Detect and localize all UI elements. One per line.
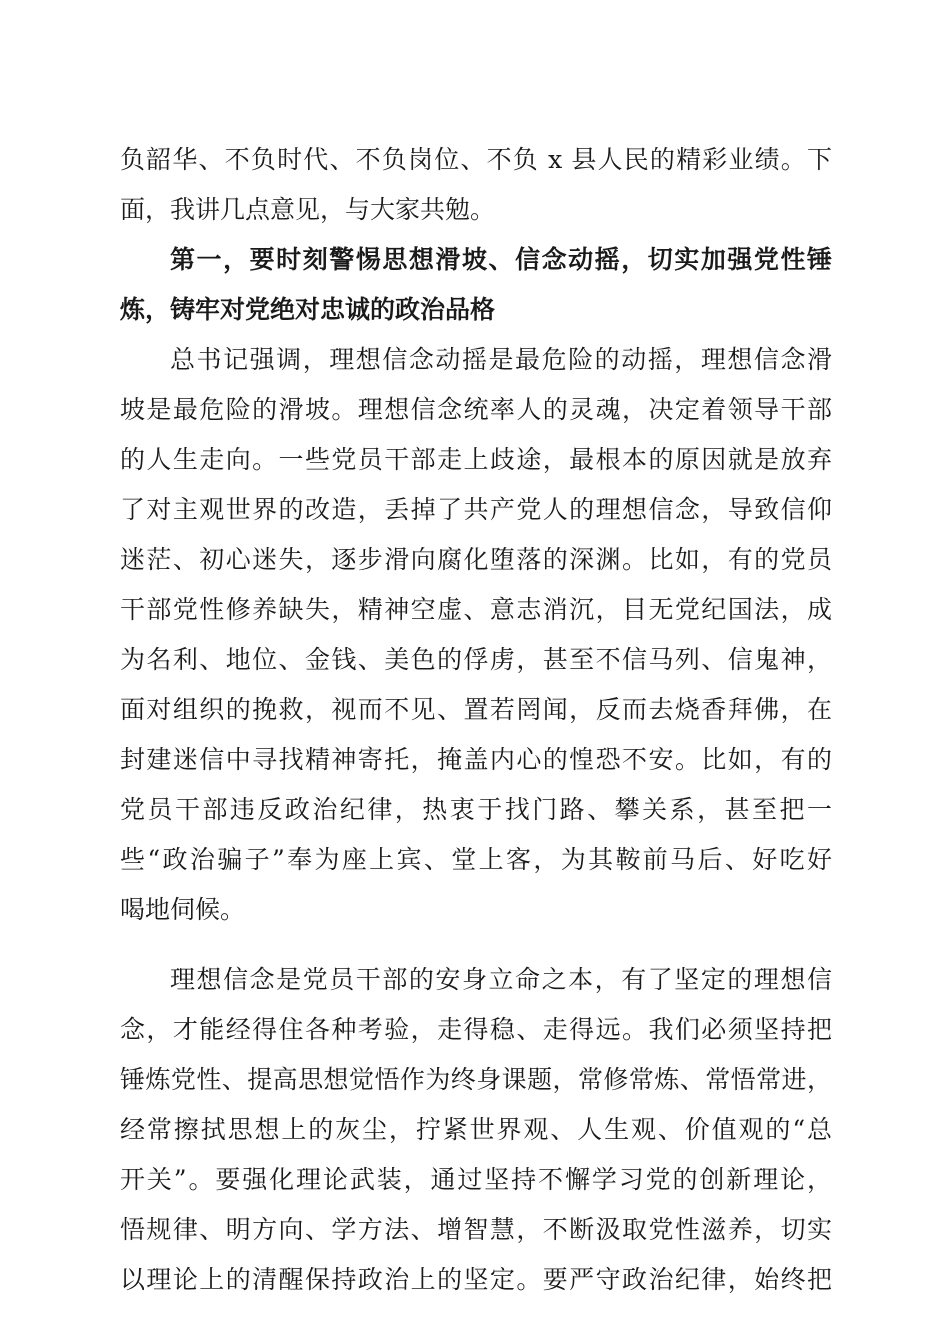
text-line: 锤炼党性、提高思想觉悟作为终身课题，常修常炼、常悟常进， [120,1065,832,1094]
text-line: 理想信念是党员干部的安身立命之本，有了坚定的理想信 [170,965,832,994]
text-line: 干部党性修养缺失，精神空虚、意志消沉，目无党纪国法，成 [120,595,832,624]
text-line: 悟规律、明方向、学方法、增智慧，不断汲取党性滋养，切实 [120,1215,832,1244]
text-line: 的人生走向。一些党员干部走上歧途，最根本的原因就是放弃 [120,445,832,474]
text-line: 党员干部违反政治纪律，热衷于找门路、攀关系，甚至把一 [120,795,832,824]
text-line: 总书记强调，理想信念动摇是最危险的动摇，理想信念滑 [170,345,832,374]
text-line: 喝地伺候。 [120,895,246,924]
text-line: 负韶华、不负时代、不负岗位、不负 x 县人民的精彩业绩。下 [120,145,832,174]
text-line: 经常擦拭思想上的灰尘，拧紧世界观、人生观、价值观的“总 [120,1115,832,1144]
section-heading-line: 炼，铸牢对党绝对忠诚的政治品格 [120,295,496,324]
text-line: 了对主观世界的改造，丢掉了共产党人的理想信念，导致信仰 [120,495,832,524]
text-line: 坡是最危险的滑坡。理想信念统率人的灵魂，决定着领导干部 [120,395,832,424]
section-heading-line: 第一，要时刻警惕思想滑坡、信念动摇，切实加强党性锤 [170,245,832,274]
text-line: 念，才能经得住各种考验，走得稳、走得远。我们必须坚持把 [120,1015,832,1044]
text-line: 面，我讲几点意见，与大家共勉。 [120,195,496,224]
text-line: 些“政治骗子”奉为座上宾、堂上客，为其鞍前马后、好吃好 [120,845,832,874]
text-line: 开关”。要强化理论武装，通过坚持不懈学习党的创新理论， [120,1165,832,1194]
text-line: 为名利、地位、金钱、美色的俘虏，甚至不信马列、信鬼神， [120,645,832,674]
text-line: 封建迷信中寻找精神寄托，掩盖内心的惶恐不安。比如，有的 [120,745,832,774]
text-line: 迷茫、初心迷失，逐步滑向腐化堕落的深渊。比如，有的党员 [120,545,832,574]
text-line: 面对组织的挽救，视而不见、置若罔闻，反而去烧香拜佛，在 [120,695,832,724]
text-line: 以理论上的清醒保持政治上的坚定。要严守政治纪律，始终把 [120,1265,832,1294]
